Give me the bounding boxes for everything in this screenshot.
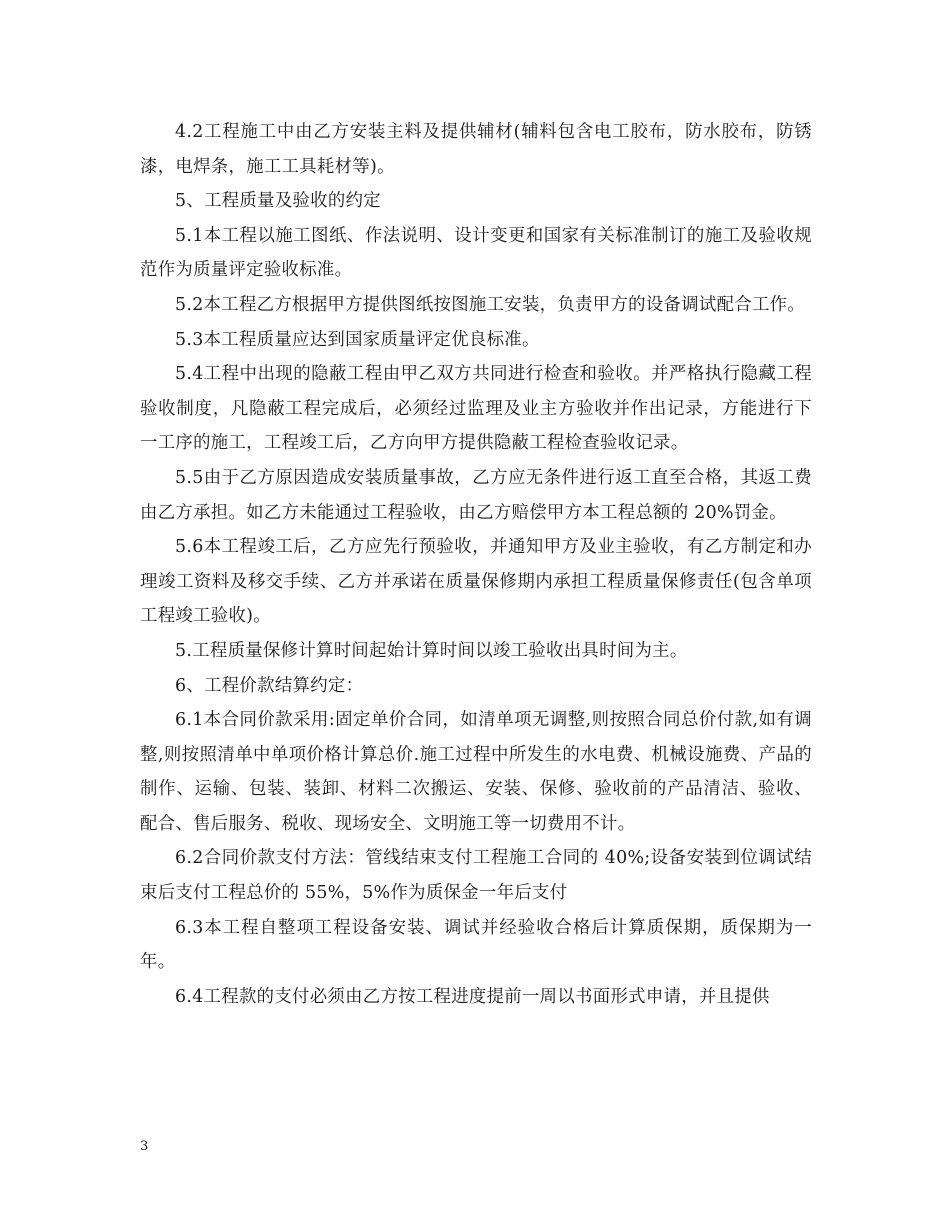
paragraph-5-1: 5.1本工程以施工图纸、作法说明、设计变更和国家有关标准制订的施工及验收规范作为质量评定验收标准。 [140, 225, 812, 281]
paragraph-5-6: 5.6本工程竣工后，乙方应先行预验收，并通知甲方及业主验收，有乙方制定和办理竣工资料及移交手续、乙方并承诺在质量保修期内承担工程质量保修责任(包含单项工程竣工验收)。 [140, 537, 812, 627]
paragraph-6-3: 6.3本工程自整项工程设备安装、调试并经验收合格后计算质保期，质保期为一年。 [140, 917, 812, 973]
paragraph-5-4: 5.4工程中出现的隐蔽工程由甲乙双方共同进行检查和验收。并严格执行隐藏工程验收制度，凡隐蔽工程完成后，必须经过监理及业主方验收并作出记录，方能进行下一工序的施工，工程竣工后，乙方向甲方提供隐蔽工程检查验收记录。 [140, 364, 812, 454]
paragraph-6-4: 6.4工程款的支付必须由乙方按工程进度提前一周以书面形式申请，并且提供 [175, 986, 770, 1007]
paragraph-5-5: 5.5由于乙方原因造成安装质量事故，乙方应无条件进行返工直至合格，其返工费由乙方承担。如乙方未能通过工程验收，由乙方赔偿甲方本工程总额的 20%罚金。 [140, 467, 812, 523]
section-heading-6: 6、工程价款结算约定： [175, 675, 364, 696]
paragraph-5-7: 5.工程质量保修计算时间起始计算时间以竣工验收出具时间为主。 [175, 640, 688, 661]
paragraph-6-1: 6.1本合同价款采用:固定单价合同，如清单项无调整,则按照合同总价付款,如有调整,则按照清单中单项价格计算总价.施工过程中所发生的水电费、机械设施费、产品的制作、运输、包装、装卸、材料二次搬运、安装、保修、验收前的产品清洁、验收、配合、售后服务、税收、现场安全、文明施工等一切费用不计。 [140, 710, 812, 834]
paragraph-5-3: 5.3本工程质量应达到国家质量评定优良标准。 [175, 329, 540, 350]
page-number: 3 [140, 1139, 149, 1154]
document-body [140, 115, 812, 1014]
paragraph-6-2: 6.2合同价款支付方法：管线结束支付工程施工合同的 40%;设备安装到位调试结束后支付工程总价的 55%，5%作为质保金一年后支付 [140, 848, 812, 904]
paragraph-4-2: 4.2工程施工中由乙方安装主料及提供辅材(辅料包含电工胶布，防水胶布，防锈漆，电焊条，施工工具耗材等)。 [140, 122, 812, 177]
section-heading-5: 5、工程质量及验收的约定 [175, 191, 381, 212]
paragraph-5-2: 5.2本工程乙方根据甲方提供图纸按图施工安装，负责甲方的设备调试配合工作。 [175, 294, 806, 315]
